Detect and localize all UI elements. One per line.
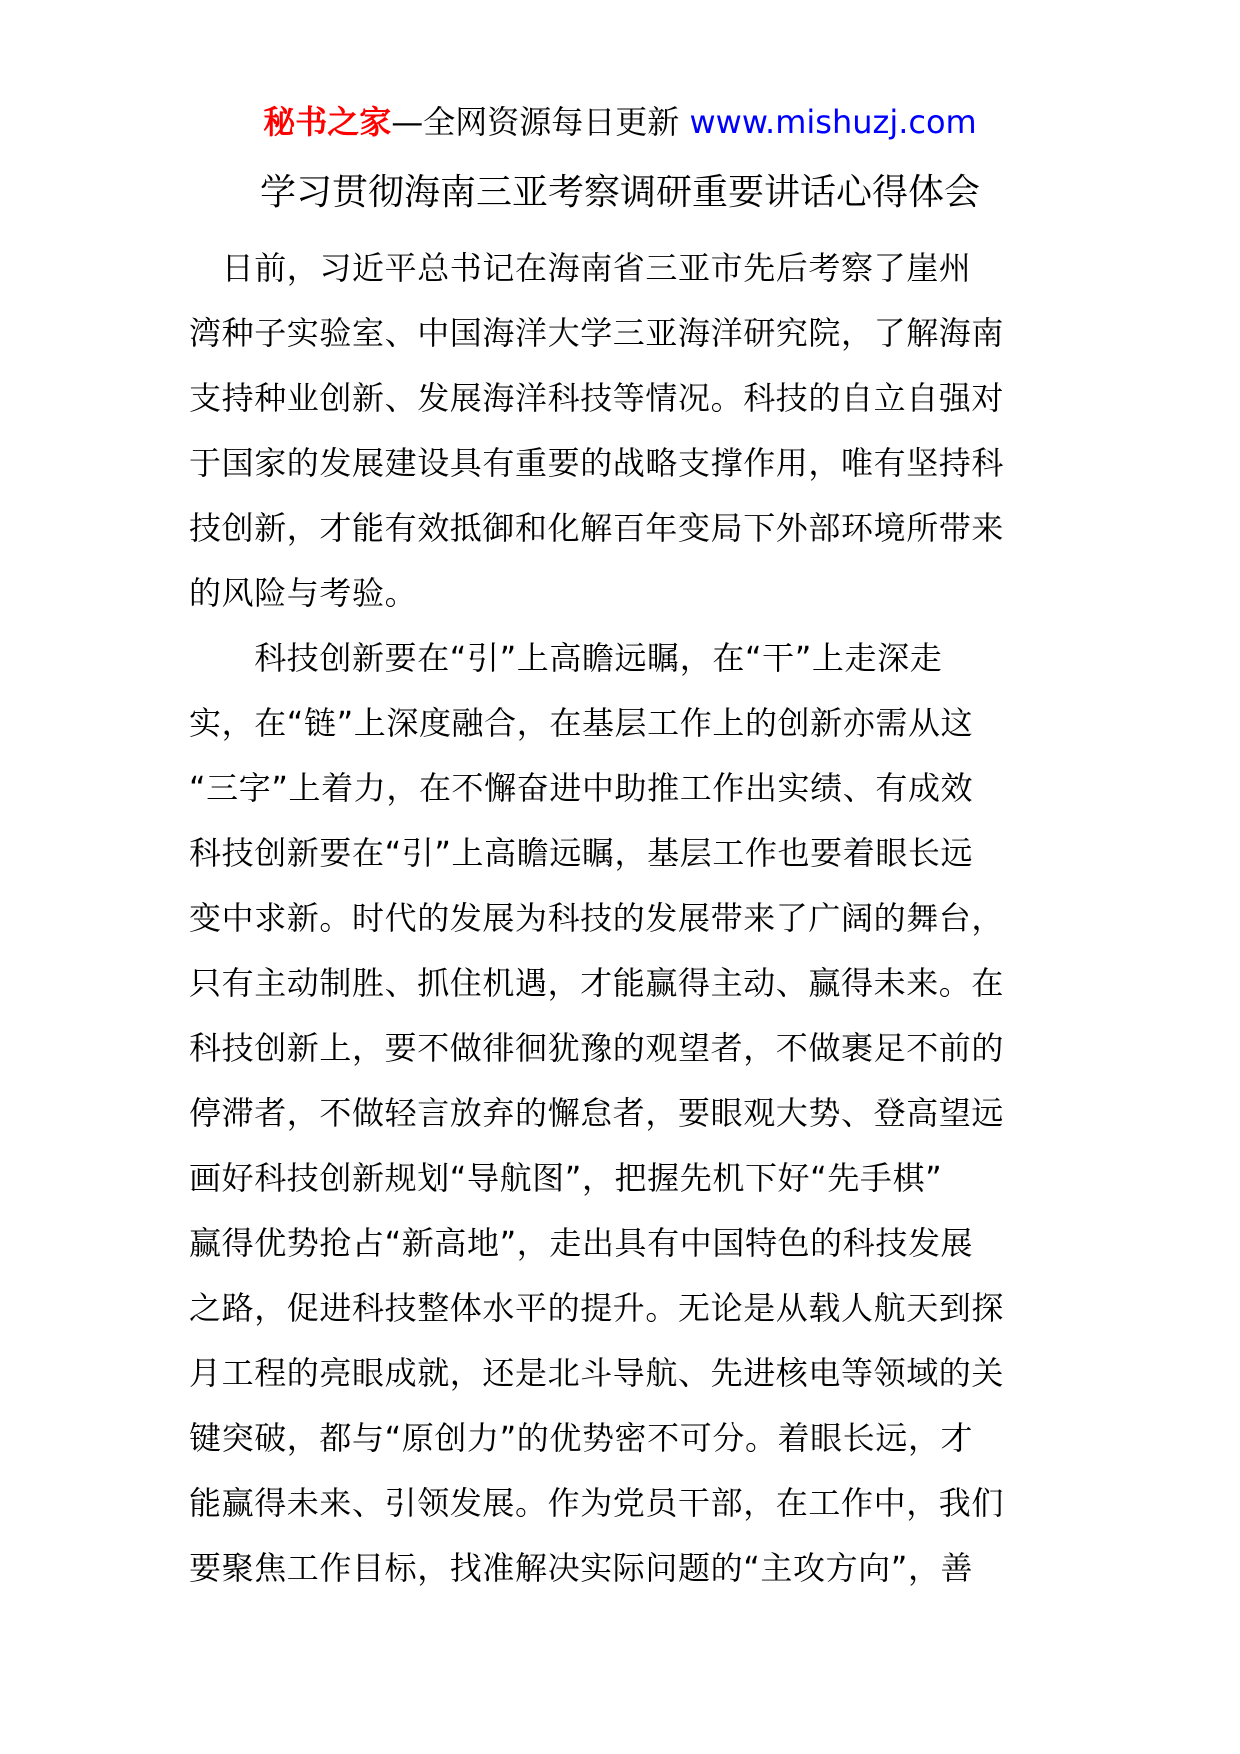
- body-line: 科技创新要在“引”上高瞻远瞩，基层工作也要着眼长远: [189, 834, 974, 872]
- header-tagline: —全网资源每日更新: [391, 103, 690, 141]
- body-line: 科技创新上，要不做徘徊犹豫的观望者，不做裹足不前的: [189, 1029, 1005, 1067]
- site-url-link[interactable]: www.mishuzj.com: [689, 103, 977, 141]
- body-line: 变中求新。时代的发展为科技的发展带来了广阔的舞台，: [189, 899, 1005, 937]
- body-line: 的风险与考验。: [189, 574, 418, 612]
- body-line: 科技创新要在“引”上高瞻远瞩，在“干”上走深走: [189, 639, 943, 677]
- body-line: 键突破，都与“原创力”的优势密不可分。着眼长远，才: [189, 1419, 974, 1457]
- site-header: [0, 100, 1240, 144]
- body-line: 只有主动制胜、抓住机遇，才能赢得主动、赢得未来。在: [189, 964, 1005, 1002]
- body-line: 于国家的发展建设具有重要的战略支撑作用，唯有坚持科: [189, 444, 1005, 482]
- brand-name: 秘书之家: [263, 103, 392, 141]
- body-line: 赢得优势抢占“新高地”，走出具有中国特色的科技发展: [189, 1224, 974, 1262]
- body-line: 实，在“链”上深度融合，在基层工作上的创新亦需从这: [189, 704, 974, 742]
- body-line: “三字”上着力，在不懈奋进中助推工作出实绩、有成效: [189, 769, 974, 807]
- document-title: 学习贯彻海南三亚考察调研重要讲话心得体会: [259, 172, 980, 213]
- body-line: 停滞者，不做轻言放弃的懈怠者，要眼观大势、登高望远: [189, 1094, 1005, 1132]
- body-line: 画好科技创新规划“导航图”，把握先机下好“先手棋”: [189, 1159, 943, 1197]
- body-line: 能赢得未来、引领发展。作为党员干部，在工作中，我们: [189, 1484, 1005, 1522]
- body-line: 月工程的亮眼成就，还是北斗导航、先进核电等领域的关: [189, 1354, 1005, 1392]
- body-line: 湾种子实验室、中国海洋大学三亚海洋研究院，了解海南: [189, 314, 1005, 352]
- body-line: 日前，习近平总书记在海南省三亚市先后考察了崖州: [189, 249, 972, 287]
- body-line: 技创新，才能有效抵御和化解百年变局下外部环境所带来: [189, 509, 1005, 547]
- body-line: 支持种业创新、发展海洋科技等情况。科技的自立自强对: [189, 379, 1005, 417]
- body-line: 要聚焦工作目标，找准解决实际问题的“主攻方向”，善: [189, 1549, 974, 1587]
- document-body: [189, 236, 1059, 1601]
- body-line: 之路，促进科技整体水平的提升。无论是从载人航天到探: [189, 1289, 1005, 1327]
